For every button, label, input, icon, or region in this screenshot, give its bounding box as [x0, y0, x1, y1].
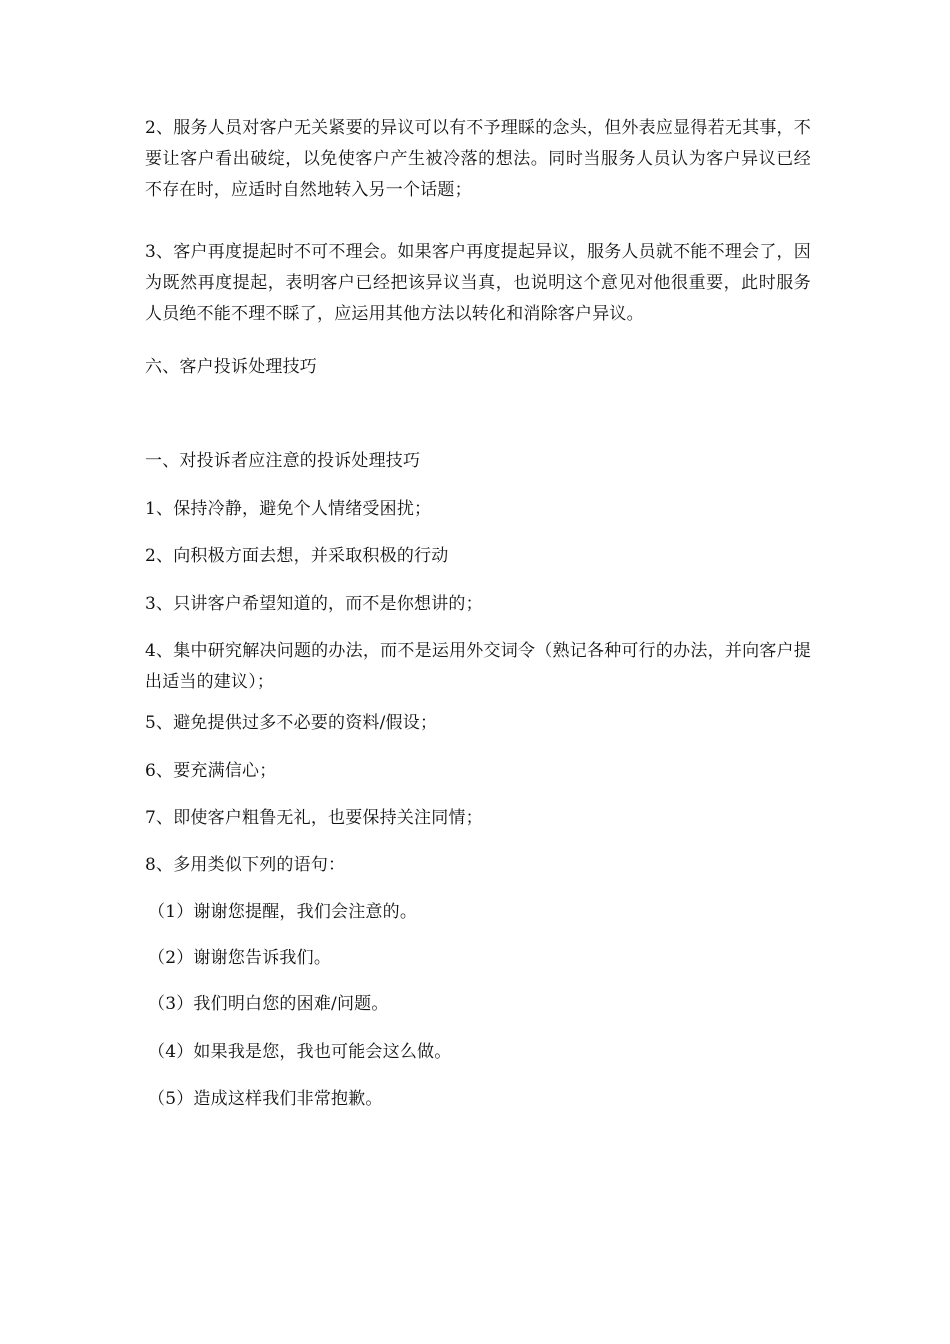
list-item: 8、多用类似下列的语句： — [145, 855, 346, 875]
section-heading: 六、客户投诉处理技巧 — [145, 357, 317, 377]
list-item: 1、保持冷静，避免个人情绪受困扰； — [145, 499, 432, 519]
phrase-item: （2）谢谢您告诉我们。 — [148, 948, 332, 968]
paragraph-ignore-objections: 2、服务人员对客户无关紧要的异议可以有不予理睬的念头，但外表应显得若无其事，不要让客户看出破绽，以免使客户产生被冷落的想法。同时当服务人员认为客户异议已经不存在时，应适时自然地转入另一个话题； — [145, 118, 811, 200]
list-item: 6、要充满信心； — [145, 761, 277, 781]
sub-heading: 一、对投诉者应注意的投诉处理技巧 — [145, 451, 421, 471]
paragraph-raised-again: 3、客户再度提起时不可不理会。如果客户再度提起异议，服务人员就不能不理会了，因为既然再度提起，表明客户已经把该异议当真，也说明这个意见对他很重要，此时服务人员绝不能不理不睬了，应运用其他方法以转化和消除客户异议。 — [145, 242, 811, 324]
list-item: 7、即使客户粗鲁无礼，也要保持关注同情； — [145, 808, 483, 828]
list-item: 2、向积极方面去想，并采取积极的行动 — [145, 546, 449, 566]
phrase-item: （4）如果我是您，我也可能会这么做。 — [148, 1042, 452, 1062]
list-item: 4、集中研究解决问题的办法，而不是运用外交词令（熟记各种可行的办法，并向客户提出适当的建议）； — [145, 641, 811, 692]
phrase-item: （1）谢谢您提醒，我们会注意的。 — [148, 902, 418, 922]
phrase-item: （3）我们明白您的困难/问题。 — [148, 994, 389, 1014]
list-item: 5、避免提供过多不必要的资料/假设； — [145, 713, 438, 733]
phrase-item: （5）造成这样我们非常抱歉。 — [148, 1089, 383, 1109]
list-item: 3、只讲客户希望知道的，而不是你想讲的； — [145, 594, 483, 614]
